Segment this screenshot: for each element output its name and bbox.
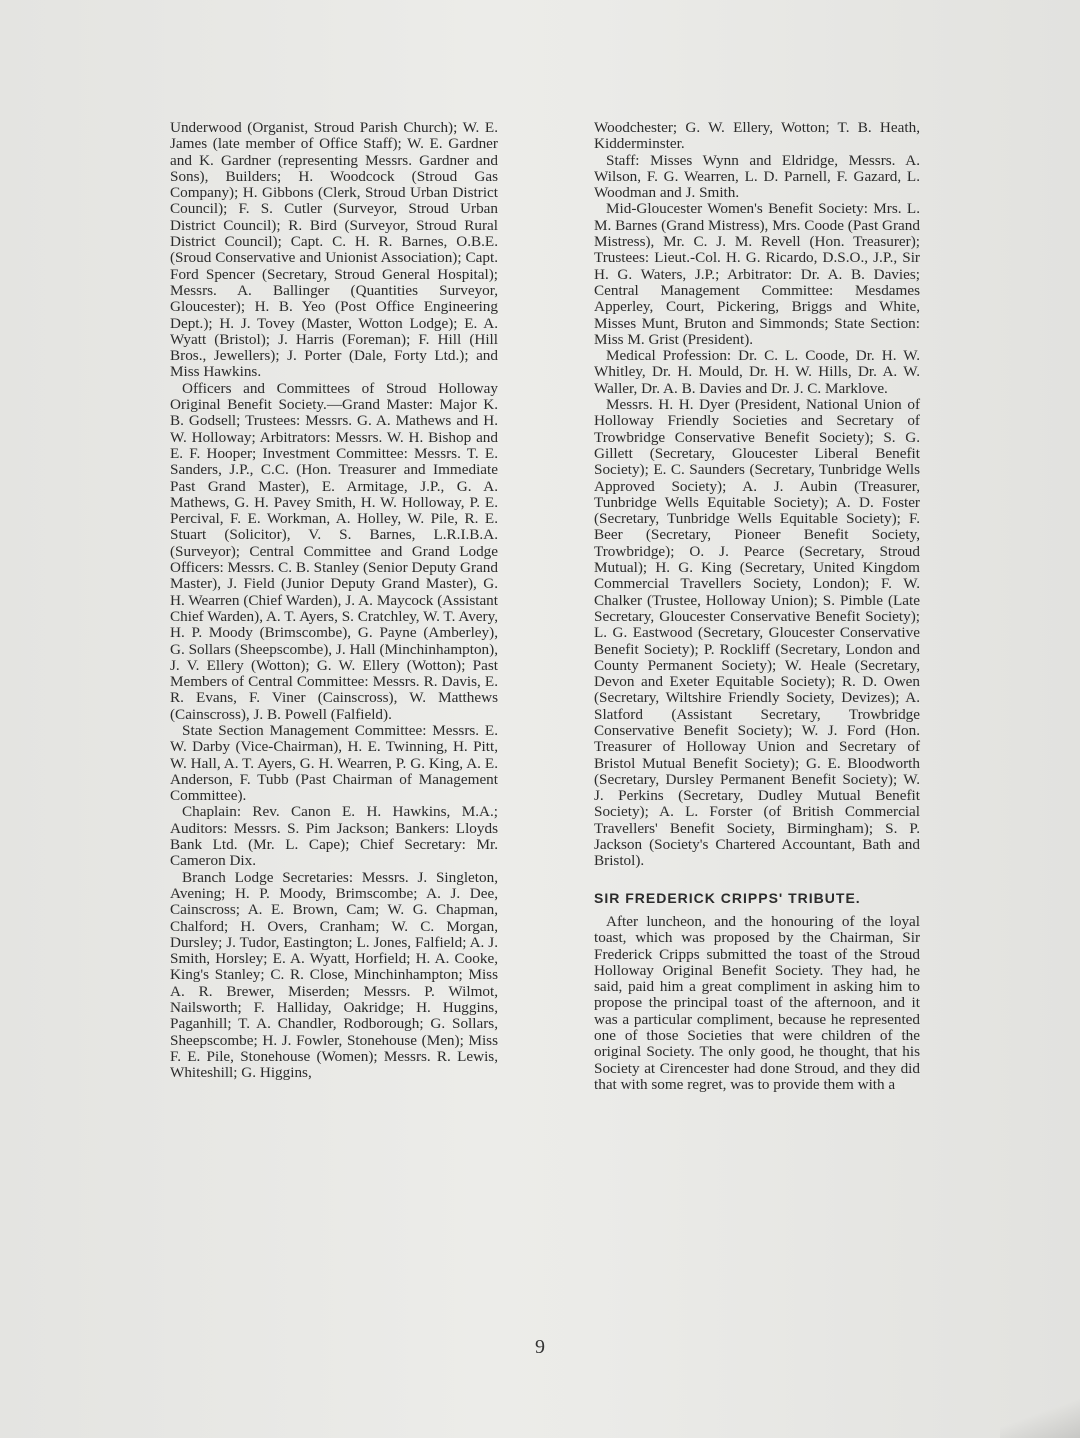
page-number: 9 <box>535 1336 545 1358</box>
paragraph-tribute: After luncheon, and the honouring of the loyal toast, which was proposed by the Chairman, Sir Frederick Cripps submitted the toast of the Stroud Holloway Original Benefit Society. They had, he said, paid him a great compliment in asking him to propose the principal toast of the afternoon, and it was a particular compliment, because he represented one of those Societies that were children of the original Society. The only good, he thought, that his Society at Cirencester had done Stroud, and they did that with some regret, was to provide them with a <box>594 912 920 1093</box>
section-heading: SIR FREDERICK CRIPPS' TRIBUTE. <box>594 889 861 906</box>
paragraph-guests: Underwood (Organist, Stroud Parish Church); W. E. James (late member of Office Staff); W. E. Gardner and K. Gardner (representing Messrs. Gardner and Sons), Builders; H. Woodcock (Stroud Gas Company); H. Gibbons (Clerk, Stroud Urban District Council); F. S. Cutler (Surveyor, Stroud Urban District Council); R. Bird (Surveyor, Stroud Rural District Council); Capt. C. H. R. Barnes, O.B.E. (Sroud Conservative and Unionist Association); Capt. Ford Spencer (Secretary, Stroud General Hospital); Messrs. A. Ballinger (Quantities Surveyor, Gloucester); H. B. Yeo (Post Office Engineering Dept.); H. J. Tovey (Master, Wotton Lodge); E. A. Wyatt (Bristol); J. Harris (Foreman); F. Hill (Hill Bros., Jewellers); J. Porter (Dale, Forty Ltd.); and Miss Hawkins. <box>170 119 498 381</box>
paragraph-continued-secretaries: Woodchester; G. W. Ellery, Wotton; T. B. Heath, Kidderminster. <box>594 119 920 153</box>
right-column <box>594 120 920 1093</box>
paragraph-state-section: State Section Management Committee: Messrs. E. W. Darby (Vice-Chairman), H. E. Twinning, H. Pitt, W. Hall, A. T. Ayers, G. H. Wearren, P. G. King, A. E. Anderson, F. Tubb (Past Chairman of Management Committee). <box>170 721 498 805</box>
paragraph-visiting-societies: Messrs. H. H. Dyer (President, National Union of Holloway Friendly Societies and Secretary of Trowbridge Conservative Benefit Society); S. G. Gillett (Secretary, Gloucester Liberal Benefit Society); E. C. Saunders (Secretary, Tunbridge Wells Approved Society); A. J. Aubin (Treasurer, Tunbridge Wells Equitable Society); A. D. Foster (Secretary, Tunbridge Wells Equitable Society); F. Beer (Secretary, Pioneer Benefit Society, Trowbridge); O. J. Pearce (Secretary, Stroud Mutual); H. G. King (Secretary, United Kingdom Commercial Travellers Society, London); F. W. Chalker (Trustee, Holloway Union); S. Pimble (Late Secretary, Gloucester Conservative Benefit Society); L. G. Eastwood (Secretary, Gloucester Conservative Benefit Society); P. Rockliff (Secretary, London and County Permanent Society); W. Heale (Secretary, Devon and Exeter Equitable Society); R. D. Owen (Secretary, Wiltshire Friendly Society, Devizes); A. Slatford (Assistant Secretary, Trowbridge Conservative Benefit Society); W. J. Ford (Hon. Treasurer of Holloway Union and Secretary of Bristol Mutual Benefit Society); G. E. Bloodworth (Secretary, Dursley Permanent Benefit Society); W. J. Perkins (Secretary, Dudley Mutual Benefit Society); A. L. Forster (of British Commercial Travellers' Benefit Society, Birmingham); S. P. Jackson (Society's Chartered Accountant, Bath and Bristol). <box>594 396 920 870</box>
left-column <box>170 120 498 1082</box>
paragraph-medical-profession: Medical Profession: Dr. C. L. Coode, Dr. H. W. Whitley, Dr. H. Mould, Dr. H. W. Hills, Dr. A. W. Waller, Dr. A. B. Davies and Dr. J. C. Marklove. <box>594 347 920 397</box>
paragraph-officers-committees: Officers and Committees of Stroud Holloway Original Benefit Society.—Grand Master: Major K. B. Godsell; Trustees: Messrs. G. A. Mathews and H. W. Holloway; Arbitrators: Messrs. W. H. Bishop and E. F. Hooper; Investment Committee: Messrs. T. E. Sanders, J.P., C.C. (Hon. Treasurer and Immediate Past Grand Master), E. Armitage, J.P., G. A. Mathews, G. H. Pavey Smith, H. W. Holloway, P. E. Percival, F. E. Workman, A. Holley, W. Pile, R. E. Stuart (Solicitor), V. S. Barnes, L.R.I.B.A. (Surveyor); Central Committee and Grand Lodge Officers: Messrs. C. B. Stanley (Senior Deputy Grand Master), J. Field (Junior Deputy Grand Master), G. H. Wearren (Chief Warden), J. A. Maycock (Assistant Chief Warden), A. T. Ayers, S. Cratchley, W. T. Avery, H. P. Moody (Brimscombe), G. Payne (Amberley), G. Sollars (Sheepscombe), J. Hall (Minchinhampton), J. V. Ellery (Wotton); G. W. Ellery (Wotton); Past Members of Central Committee: Messrs. R. Davis, E. R. Evans, F. Viner (Cainscross), W. Matthews (Cainscross), J. B. Powell (Falfield). <box>170 379 498 723</box>
page-corner-shadow <box>1000 1378 1080 1438</box>
paragraph-womens-society: Mid-Gloucester Women's Benefit Society: Mrs. L. M. Barnes (Grand Mistress), Mrs. Coode (Past Grand Mistress), Mr. C. J. M. Revell (Hon. Treasurer); Trustees: Lieut.-Col. H. G. Ricardo, D.S.O., J.P., Sir H. G. Waters, J.P.; Arbitrator: Dr. A. B. Davies; Central Management Committee: Mesdames Apperley, Court, Pickering, Briggs and White, Misses Munt, Bruton and Simmonds; State Section: Miss M. Grist (President). <box>594 200 920 348</box>
paragraph-chaplain: Chaplain: Rev. Canon E. H. Hawkins, M.A.; Auditors: Messrs. S. Pim Jackson; Bankers: Lloyds Bank Ltd. (Mr. L. Cape); Chief Secretary: Mr. Cameron Dix. <box>170 803 498 870</box>
paragraph-branch-secretaries: Branch Lodge Secretaries: Messrs. J. Singleton, Avening; H. P. Moody, Brimscombe; A. J. Dee, Cainscross; A. E. Brown, Cam; W. G. Chapman, Chalford; H. Overs, Cranham; W. C. Morgan, Dursley; J. Tudor, Eastington; L. Jones, Falfield; A. J. Smith, Horsley; E. A. Wyatt, Horfield; H. A. Cooke, King's Stanley; C. R. Close, Minchinhampton; Miss A. R. Brewer, Miserden; Messrs. P. Wilmot, Nailsworth; F. Halliday, Oakridge; H. Huggins, Paganhill; T. A. Chandler, Rodborough; G. Sollars, Sheepscombe; H. J. Fowler, Stonehouse (Men); Miss F. E. Pile, Stonehouse (Women); Messrs. R. Lewis, Whiteshill; G. Higgins, <box>170 868 498 1082</box>
paragraph-staff: Staff: Misses Wynn and Eldridge, Messrs. A. Wilson, F. G. Wearren, L. D. Parnell, F. Gazard, L. Woodman and J. Smith. <box>594 151 920 202</box>
